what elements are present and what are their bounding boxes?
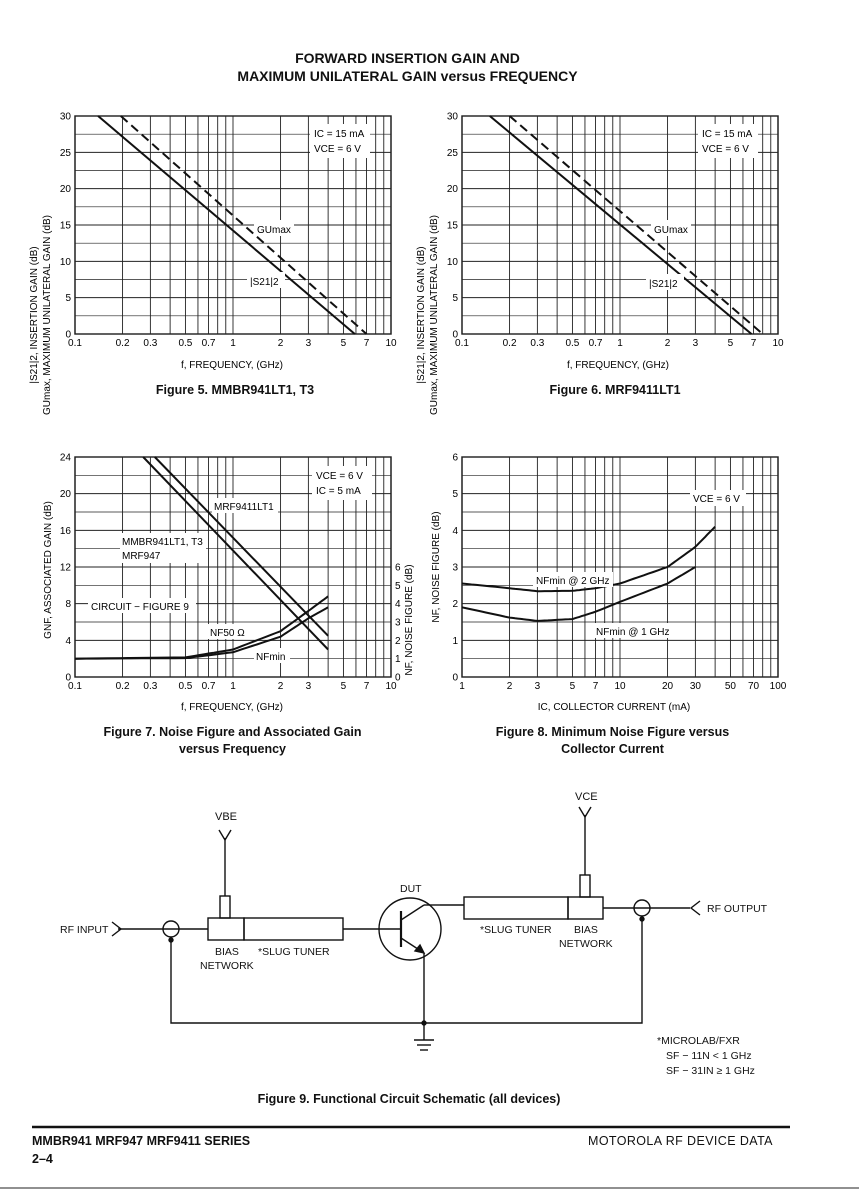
rf-output-label: RF OUTPUT xyxy=(707,903,768,915)
fig8-xtick-label: 100 xyxy=(769,681,787,692)
fig5-ytick-label: 10 xyxy=(59,256,71,268)
fig5-ytick-label: 15 xyxy=(59,220,71,232)
fig7-xtick-label: 1 xyxy=(230,681,236,692)
page-title-line2: MAXIMUM UNILATERAL GAIN versus FREQUENCY xyxy=(237,68,578,84)
figure-8-caption-line1: Figure 8. Minimum Noise Figure versus xyxy=(495,725,730,739)
fig8-label-1ghz: NFmin @ 1 GHz xyxy=(596,627,670,638)
fig8-xlabel: IC, COLLECTOR CURRENT (mA) xyxy=(537,702,691,713)
fig5-xtick-label: 7 xyxy=(363,338,370,349)
fig7-ylabel-left: GNF, ASSOCIATED GAIN (dB) xyxy=(43,501,54,639)
fig8-xtick-label: 3 xyxy=(534,681,541,692)
fig6-ytick-label: 5 xyxy=(452,293,458,305)
fig7-ytick-label: 12 xyxy=(59,562,71,574)
fig5-xtick-label: 0.2 xyxy=(115,338,130,349)
fig5-label-gumax: GUmax xyxy=(257,225,291,236)
fig8-xtick-label: 10 xyxy=(614,681,626,692)
left-bias-label-2: NETWORK xyxy=(200,960,254,972)
fig5-ytick-label: 25 xyxy=(59,147,71,159)
vce-label: VCE xyxy=(575,791,598,803)
fig7-label-nfmin: NFmin xyxy=(256,652,286,663)
fig6-xtick-label: 0.1 xyxy=(455,338,469,349)
fig6-ytick-label: 15 xyxy=(446,220,458,232)
fig6-xtick-label: 3 xyxy=(692,338,699,349)
fig6-xtick-label: 0.5 xyxy=(565,338,580,349)
fig8-ytick-label: 3 xyxy=(452,562,458,574)
fig6-ytick-label: 10 xyxy=(446,256,458,268)
fig7-label-circuit: CIRCUIT − FIGURE 9 xyxy=(91,602,189,613)
fig6-xtick-label: 0.7 xyxy=(588,338,603,349)
fig8-cond-vce: VCE = 6 V xyxy=(693,494,740,505)
fig7-ytick-label: 16 xyxy=(59,525,71,537)
page-title-line1: FORWARD INSERTION GAIN AND xyxy=(295,50,520,66)
fig7-ylabel-right: NF, NOISE FIGURE (dB) xyxy=(404,564,415,676)
fig8-xtick-label: 30 xyxy=(689,681,701,692)
fig5-ytick-label: 0 xyxy=(65,329,71,341)
fig7-series-line-3 xyxy=(75,607,328,658)
fig7-xtick-label: 0.7 xyxy=(201,681,216,692)
footnote-line-2: SF − 11N < 1 GHz xyxy=(666,1050,752,1062)
left-bias-label-1: BIAS xyxy=(215,946,239,958)
fig7-xtick-label: 7 xyxy=(363,681,370,692)
fig6-xtick-label: 2 xyxy=(664,338,671,349)
transistor-collector xyxy=(401,905,424,920)
fig6-label-gumax: GUmax xyxy=(654,225,688,236)
fig8-xtick-label: 1 xyxy=(459,681,465,692)
fig5-xtick-label: 0.3 xyxy=(143,338,158,349)
fig6-ytick-label: 20 xyxy=(446,184,458,196)
figure-6-caption: Figure 6. MRF9411LT1 xyxy=(549,383,681,397)
fig8-ytick-label: 4 xyxy=(452,525,458,537)
fig5-xtick-label: 1 xyxy=(230,338,236,349)
fig8-ytick-label: 6 xyxy=(452,452,458,464)
left-slug-tuner-label: *SLUG TUNER xyxy=(258,946,330,958)
fig6-ytick-label: 0 xyxy=(452,329,458,341)
figure-8-chart xyxy=(431,453,787,714)
left-slug-tuner-block xyxy=(244,918,343,940)
fig8-ylabel: NF, NOISE FIGURE (dB) xyxy=(431,511,442,623)
fig7-ytick-label: 0 xyxy=(65,672,71,684)
fig5-cond-vce: VCE = 6 V xyxy=(314,144,361,155)
fig8-xtick-label: 7 xyxy=(592,681,599,692)
fig8-xtick-label: 5 xyxy=(569,681,576,692)
fig5-xtick-label: 2 xyxy=(277,338,284,349)
fig7-label-mrf947: MRF947 xyxy=(122,551,161,562)
fig7-ytick-right-label: 6 xyxy=(395,562,401,574)
fig7-xtick-label: 0.1 xyxy=(68,681,82,692)
fig5-xtick-label: 0.1 xyxy=(68,338,82,349)
fig7-xtick-label: 0.2 xyxy=(115,681,130,692)
footnote-line-1: *MICROLAB/FXR xyxy=(657,1035,740,1047)
left-bias-network-block xyxy=(208,918,244,940)
fig8-ytick-label: 2 xyxy=(452,599,458,611)
fig7-label-nf50: NF50 Ω xyxy=(210,628,245,639)
fig6-cond-ic: IC = 15 mA xyxy=(702,129,753,140)
right-bias-label-2: NETWORK xyxy=(559,938,613,950)
footer-publisher: MOTOROLA RF DEVICE DATA xyxy=(588,1134,773,1148)
fig7-xtick-label: 10 xyxy=(385,681,397,692)
fig5-cond-ic: IC = 15 mA xyxy=(314,129,365,140)
right-bias-label-1: BIAS xyxy=(574,924,598,936)
fig7-xtick-label: 2 xyxy=(277,681,284,692)
fig8-ytick-label: 1 xyxy=(452,635,458,647)
right-bias-network-block xyxy=(568,897,603,919)
fig7-cond-ic: IC = 5 mA xyxy=(316,486,361,497)
fig6-xtick-label: 7 xyxy=(750,338,757,349)
fig6-cond-vce: VCE = 6 V xyxy=(702,144,749,155)
fig8-ytick-label: 0 xyxy=(452,672,458,684)
fig7-cond-vce: VCE = 6 V xyxy=(316,471,363,482)
fig7-ytick-right-label: 2 xyxy=(395,635,401,647)
fig7-xlabel: f, FREQUENCY, (GHz) xyxy=(180,702,284,713)
fig5-xtick-label: 10 xyxy=(385,338,397,349)
fig5-xtick-label: 5 xyxy=(340,338,347,349)
fig7-ytick-label: 8 xyxy=(65,599,71,611)
fig5-xlabel: f, FREQUENCY, (GHz) xyxy=(180,360,284,371)
fig8-xtick-label: 70 xyxy=(747,681,760,692)
footer-series-name: MMBR941 MRF947 MRF9411 SERIES xyxy=(32,1134,251,1148)
fig6-ytick-label: 30 xyxy=(446,111,458,123)
fig5-xtick-label: 3 xyxy=(305,338,312,349)
figure-5-chart xyxy=(29,112,397,416)
fig6-xlabel: f, FREQUENCY, (GHz) xyxy=(566,360,670,371)
fig7-ytick-right-label: 0 xyxy=(395,672,401,684)
fig7-ytick-right-label: 3 xyxy=(395,617,401,629)
fig7-xtick-label: 3 xyxy=(305,681,312,692)
figure-8-caption-line2: Collector Current xyxy=(561,742,664,756)
fig7-xtick-label: 5 xyxy=(340,681,347,692)
fig5-xtick-label: 0.5 xyxy=(178,338,193,349)
fig5-ylabel-2: GUmax, MAXIMUM UNILATERAL GAIN (dB) xyxy=(42,214,53,416)
fig5-ylabel-1: |S21|2, INSERTION GAIN (dB) xyxy=(29,246,40,384)
fig5-ytick-label: 30 xyxy=(59,111,71,123)
fig7-ytick-right-label: 5 xyxy=(395,580,401,592)
fig7-ytick-right-label: 4 xyxy=(395,599,401,611)
figure-7-caption-line2: versus Frequency xyxy=(179,742,286,756)
fig6-ylabel-2: GUmax, MAXIMUM UNILATERAL GAIN (dB) xyxy=(429,214,440,416)
figure-5-caption: Figure 5. MMBR941LT1, T3 xyxy=(155,383,315,397)
fig7-ytick-label: 20 xyxy=(59,489,71,501)
fig6-xtick-label: 5 xyxy=(727,338,734,349)
fig8-ytick-label: 5 xyxy=(452,489,458,501)
right-slug-tuner-label: *SLUG TUNER xyxy=(480,924,552,936)
footnote-line-3: SF − 31IN ≥ 1 GHz xyxy=(666,1065,755,1077)
fig8-xtick-label: 50 xyxy=(724,681,736,692)
fig8-label-2ghz: NFmin @ 2 GHz xyxy=(536,576,610,587)
fig7-xtick-label: 0.5 xyxy=(178,681,193,692)
left-bias-inductor xyxy=(220,896,230,918)
vbe-label: VBE xyxy=(215,811,238,823)
fig7-ytick-label: 4 xyxy=(65,635,71,647)
fig7-ytick-label: 24 xyxy=(59,452,71,464)
figure-7-chart xyxy=(43,453,415,714)
figure-6-chart xyxy=(416,112,784,416)
figure-9-caption: Figure 9. Functional Circuit Schematic (all devices) xyxy=(257,1092,561,1106)
fig6-ylabel-1: |S21|2, INSERTION GAIN (dB) xyxy=(416,246,427,384)
fig6-xtick-label: 0.3 xyxy=(530,338,545,349)
dut-label: DUT xyxy=(400,883,422,895)
right-bias-inductor xyxy=(580,875,590,897)
fig6-ytick-label: 25 xyxy=(446,147,458,159)
fig5-xtick-label: 0.7 xyxy=(201,338,216,349)
rf-input-label: RF INPUT xyxy=(60,924,109,936)
fig8-xtick-label: 20 xyxy=(662,681,674,692)
fig7-xtick-label: 0.3 xyxy=(143,681,158,692)
fig6-label-s21: |S21|2 xyxy=(649,279,678,290)
fig7-ytick-right-label: 1 xyxy=(395,654,401,666)
figure-7-caption-line1: Figure 7. Noise Figure and Associated Gain xyxy=(103,725,362,739)
emitter-arrow xyxy=(415,945,424,953)
fig5-ytick-label: 5 xyxy=(65,293,71,305)
fig5-label-s21: |S21|2 xyxy=(250,277,279,288)
fig7-label-mrf9411: MRF9411LT1 xyxy=(214,502,274,513)
rf-output-arrow xyxy=(691,901,700,915)
figure-9-schematic xyxy=(112,807,700,1050)
right-slug-tuner-block xyxy=(464,897,568,919)
fig6-xtick-label: 10 xyxy=(772,338,784,349)
fig6-xtick-label: 1 xyxy=(617,338,623,349)
footer-page-number: 2–4 xyxy=(32,1152,53,1166)
fig6-xtick-label: 0.2 xyxy=(502,338,517,349)
fig7-label-mmbr941: MMBR941LT1, T3 xyxy=(122,537,203,548)
fig8-xtick-label: 2 xyxy=(506,681,513,692)
fig5-ytick-label: 20 xyxy=(59,184,71,196)
